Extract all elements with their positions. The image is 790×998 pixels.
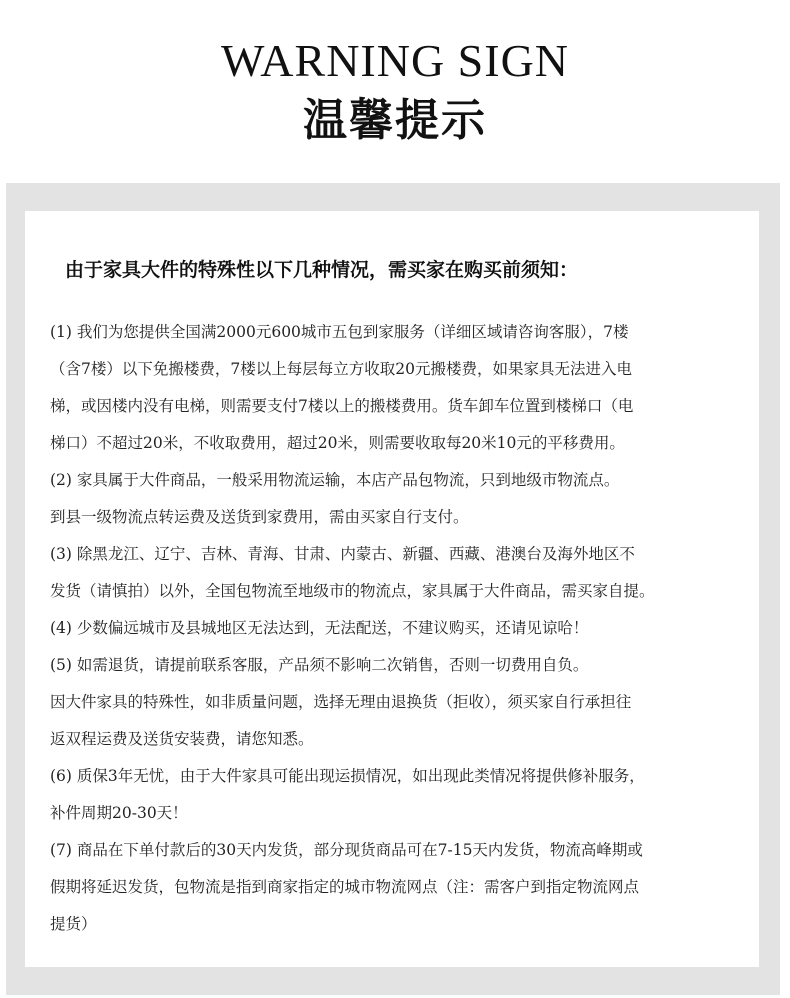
- notice-line: (5) 如需退货，请提前联系客服，产品须不影响二次销售，否则一切费用自负。: [50, 656, 589, 674]
- notice-item-6: [50, 758, 750, 832]
- notice-line: （含7楼）以下免搬楼费，7楼以上每层每立方收取20元搬楼费，如果家具无法进入电: [50, 360, 632, 378]
- notice-item-7: [50, 832, 750, 943]
- notice-line: 梯，或因楼内没有电梯，则需要支付7楼以上的搬楼费用。货车卸车位置到楼梯口（电: [50, 397, 634, 415]
- notice-line: 梯口）不超过20米，不收取费用，超过20米，则需要收取每20米10元的平移费用。: [50, 434, 625, 452]
- notice-item-3: [50, 536, 750, 610]
- notice-line: (6) 质保3年无忧，由于大件家具可能出现运损情况，如出现此类情况将提供修补服务，: [50, 767, 645, 785]
- notice-item-5: [50, 647, 750, 758]
- notice-item-1: [50, 314, 750, 462]
- notice-item-2: [50, 462, 750, 536]
- notice-line: 返双程运费及送货安装费，请您知悉。: [50, 730, 314, 748]
- notice-line: 因大件家具的特殊性，如非质量问题，选择无理由退换货（拒收），须买家自行承担往: [50, 693, 632, 711]
- notice-line: (4) 少数偏远城市及县城地区无法达到，无法配送，不建议购买，还请见谅哈！: [50, 619, 589, 637]
- notice-line: 发货（请慎拍）以外，全国包物流至地级市的物流点，家具属于大件商品，需买家自提。: [50, 582, 655, 600]
- notice-line: 假期将延迟发货，包物流是指到商家指定的城市物流网点（注：需客户到指定物流网点: [50, 878, 640, 896]
- notice-card: [25, 211, 759, 967]
- notice-line: 补件周期20-30天！: [50, 804, 188, 822]
- notice-line: (3) 除黑龙江、辽宁、吉林、青海、甘肃、内蒙古、新疆、西藏、港澳台及海外地区不: [50, 545, 635, 563]
- notice-line: (2) 家具属于大件商品，一般采用物流运输，本店产品包物流，只到地级市物流点。: [50, 471, 620, 489]
- notice-line: 到县一级物流点转运费及送货到家费用，需由买家自行支付。: [50, 508, 469, 526]
- notice-line: (1) 我们为您提供全国满2000元600城市五包到家服务（详细区域请咨询客服），7楼: [50, 323, 629, 341]
- notice-intro: 由于家具大件的特殊性以下几种情况，需买家在购买前须知：: [65, 259, 579, 281]
- notice-line: (7) 商品在下单付款后的30天内发货，部分现货商品可在7-15天内发货，物流高峰期或: [50, 841, 643, 859]
- page-title-chinese: 温馨提示: [303, 95, 487, 146]
- notice-list: [50, 314, 750, 943]
- notice-item-4: [50, 610, 750, 647]
- notice-line: 提货）: [50, 915, 97, 933]
- page-title-english: WARNING SIGN: [220, 35, 570, 86]
